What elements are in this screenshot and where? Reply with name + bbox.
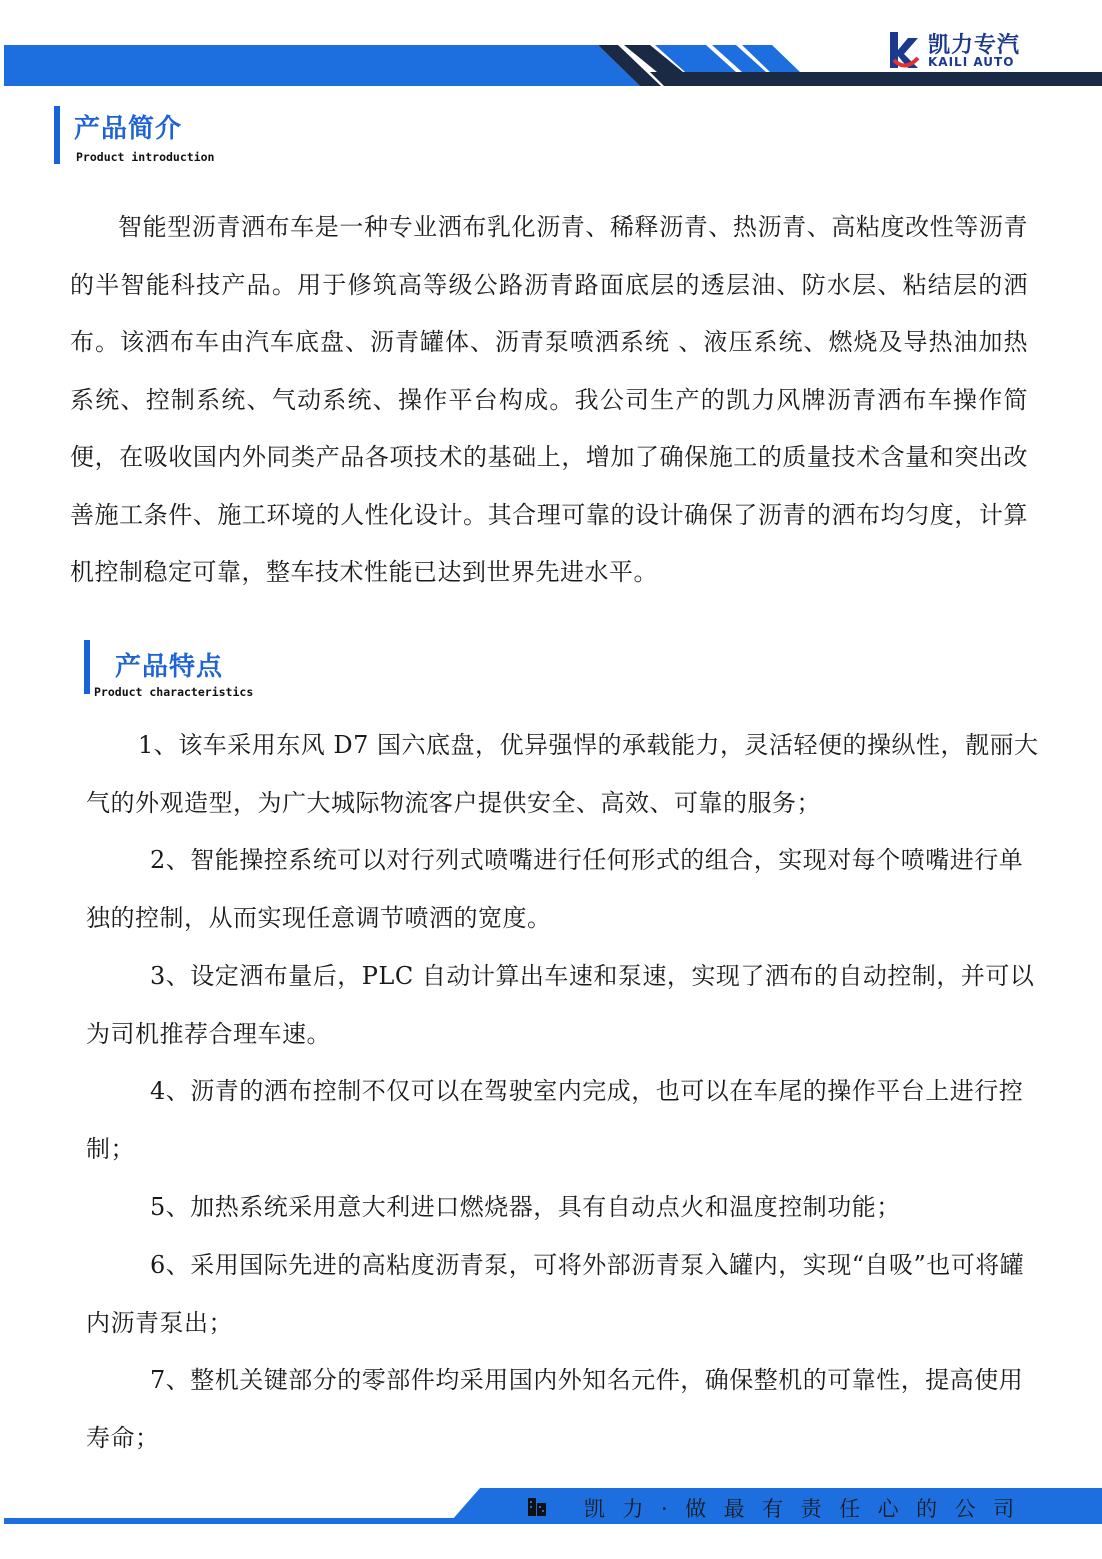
header-dark-rule <box>650 72 1102 86</box>
feature-item: 3、设定洒布量后，PLC 自动计算出车速和泵速，实现了洒布的自动控制，并可以为司机推荐合理车速。 <box>86 962 1035 1048</box>
intro-title: 产品简介 <box>74 114 183 144</box>
feature-item: 7、整机关键部分的零部件均采用国内外知名元件，确保整机的可靠性，提高使用寿命； <box>86 1366 1024 1452</box>
intro-paragraph: 智能型沥青洒布车是一种专业洒布乳化沥青、稀释沥青、热沥青、高粘度改性等沥青的半智能科技产品。用于修筑高等级公路沥青路面底层的透层油、防水层、粘结层的洒布。该洒布车由汽车底盘、沥青罐体、沥青泵喷洒系统 、液压系统、燃烧及导热油加热系统、控制系统、气动系统、操作平台构成。我公司生产的凯力风牌沥青洒布车操作简便，在吸收国内外同类产品各项技术的基础上，增加了确保施工的质量技术含量和突出改善施工条件、施工环境的人性化设计。其合理可靠的设计确保了沥青的洒布均匀度，计算机控制稳定可靠，整车技术性能已达到世界先进水平。 <box>70 213 1028 586</box>
feature-item: 4、沥青的洒布控制不仅可以在驾驶室内完成，也可以在车尾的操作平台上进行控制； <box>86 1077 1024 1163</box>
brand-name-en: KAILI AUTO <box>928 55 1015 69</box>
section-accent-bar <box>54 106 60 164</box>
feature-item: 2、智能操控系统可以对行列式喷嘴进行任何形式的组合，实现对每个喷嘴进行单独的控制，从而实现任意调节喷洒的宽度。 <box>86 846 1024 932</box>
features-subtitle: Product characteristics <box>94 685 254 699</box>
header-blue-bar <box>4 45 640 86</box>
kaili-logo-icon <box>888 30 922 70</box>
section-accent-bar <box>84 640 90 694</box>
brand-logo <box>888 28 1038 74</box>
feature-item: 1、该车采用东风 D7 国六底盘，优异强悍的承载能力，灵活轻便的操纵性，靓丽大气的外观造型，为广大城际物流客户提供安全、高效、可靠的服务； <box>86 731 1039 817</box>
features-title: 产品特点 <box>115 652 224 682</box>
feature-item: 5、加热系统采用意大利进口燃烧器，具有自动点火和温度控制功能； <box>150 1193 901 1221</box>
building-icon <box>525 1494 549 1518</box>
intro-subtitle: Product introduction <box>76 150 215 164</box>
feature-item: 6、采用国际先进的高粘度沥青泵，可将外部沥青泵入罐内，实现“自吸”也可将罐内沥青泵出； <box>86 1251 1025 1337</box>
brand-name-cn: 凯力专汽 <box>928 33 1021 58</box>
footer-slogan: 凯力·做最有责任心的公司 <box>584 1497 1032 1521</box>
